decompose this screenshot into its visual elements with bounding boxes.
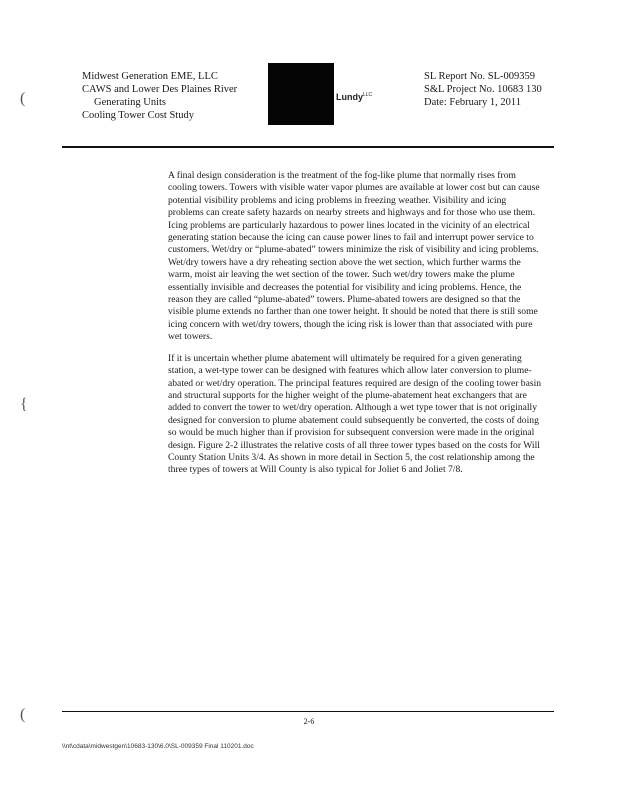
body-text <box>168 170 544 486</box>
paragraph: If it is uncertain whether plume abatement will ultimately be required for a given generating station, a wet-type tower can be designed with features which allow later conversion to plume-abated or wet/dry operation. The principal features required are design of the cooling tower basin and structural supports for the higher weight of the plume-abatement heat exchangers that are added to convert the tower to wet/dry operation. Although a wet type tower that is not originally designed for conversion to plume abatement could subsequently be converted, the costs of doing so would be much higher than if provision for subsequent conversion were made in the original design. Figure 2-2 illustrates the relative costs of all three tower types based on the costs for Will County Station Units 3/4. As shown in more detail in Section 5, the cost relationship among the three types of towers at Will County is also typical for Joliet 6 and Joliet 7/8. <box>168 352 542 476</box>
margin-bracket: ( <box>20 706 26 723</box>
project-units: Generating Units <box>94 97 167 108</box>
header-rule <box>62 146 554 148</box>
paragraph: A final design consideration is the treatment of the fog-like plume that normally rises from cooling towers. Towers with visible water vapor plumes are available at lower cost but can cause potential visibility problems and icing problems in freezing weather. Visibility and icing problems can create safety hazards on nearby streets and highways and for those who use them. Icing problems are particularly hazardous to power lines located in the vicinity of an electrical generating station because the icing can cause power lines to fail and interrupt power service to customers. Wet/dry or “plume-abated” towers minimize the risk of visibility and icing problems. Wet/dry towers have a dry reheating section above the wet section, which further warms the warm, moist air leaving the wet section of the tower. Such wet/dry towers make the plume essentially invisible and decreases the potential for visibility and icing problems. Hence, the reason they are called “plume-abated” towers. Plume-abated towers are designed so that the visible plume extends no farther than one tower height. It should be noted that there is still some icing concern with wet/dry towers, though the icing risk is lower than that associated with pure wet towers. <box>168 170 540 343</box>
company-logo <box>268 63 334 125</box>
logo-mark: LLC <box>363 92 373 98</box>
margin-bracket: ( <box>20 90 26 107</box>
report-date: Date: February 1, 2011 <box>424 97 522 108</box>
page-number: 2-6 <box>303 717 315 726</box>
margin-bracket: { <box>20 396 28 413</box>
logo-text: Lundy$^{LLC}$ <box>336 92 373 102</box>
report-number: SL Report No. SL-009359 <box>424 71 536 82</box>
project-location: CAWS and Lower Des Plaines River <box>82 84 238 95</box>
study-title: Cooling Tower Cost Study <box>82 110 194 121</box>
footer-rule <box>62 711 554 712</box>
file-path: \\nt\cdata\midwestgen\10683-130\6.0\SL-009359 Final 110201.doc <box>62 743 254 750</box>
company-name: Midwest Generation EME, LLC <box>82 71 218 82</box>
project-number: S&L Project No. 10683 130 <box>424 84 542 95</box>
